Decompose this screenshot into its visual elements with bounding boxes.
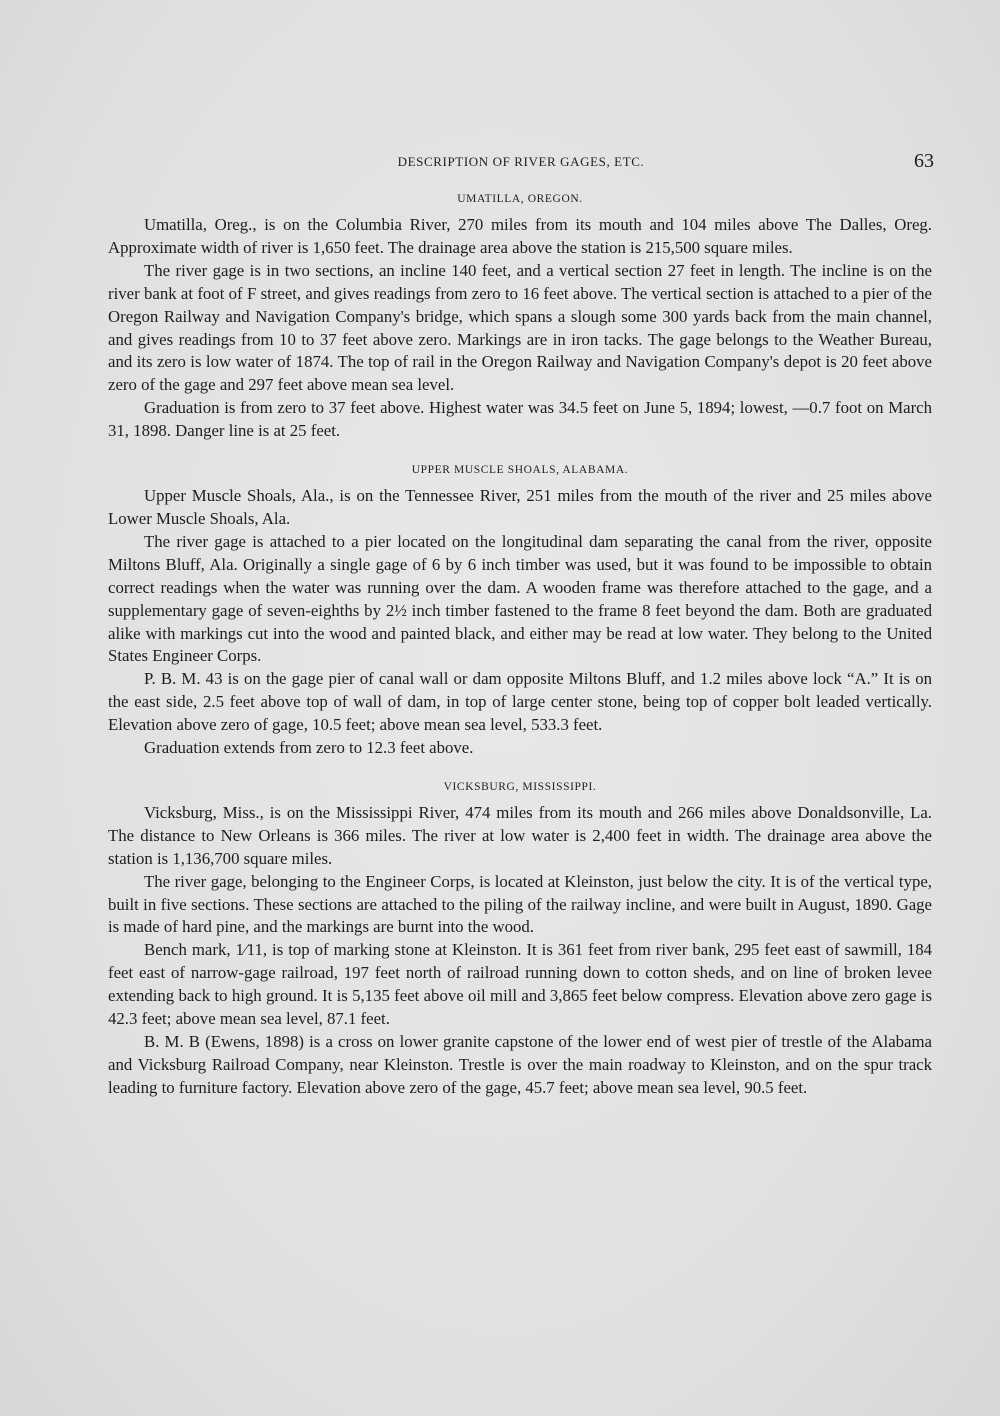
paragraph: Upper Muscle Shoals, Ala., is on the Tennessee River, 251 miles from the mouth of the river and 25 miles above Lower Muscle Shoals, Ala. [108, 486, 932, 528]
section-title-vicksburg: VICKSBURG, MISSISSIPPI. [443, 780, 597, 793]
section-title-umatilla: UMATILLA, OREGON. [457, 193, 583, 205]
paragraph: The river gage is in two sections, an incline 140 feet, and a vertical section 27 feet in length. The incline is on the river bank at foot of F street, and gives readings from zero to 16 feet above. The vertical section is attached to a pier of the Oregon Railway and Navigation Company's bridge, which spans a slough some 300 yards back from the main channel, and gives readings from 10 to 37 feet above zero. Markings are in iron tacks. The gage belongs to the Weather Bureau, and its zero is low water of 1874. The top of rail in the Oregon Railway and Navigation Company's depot is 20 feet above zero of the gage and 297 feet above mean sea level. [108, 260, 932, 395]
paragraph: B. M. B (Ewens, 1898) is a cross on lower granite capstone of the lower end of west pier of trestle of the Alabama and Vicksburg Railroad Company, near Kleinston. Trestle is over the main roadway to Kleinston, and on the spur track leading to furniture factory. Elevation above zero of the gage, 45.7 feet; above mean sea level, 90.5 feet. [108, 1032, 932, 1097]
paragraph: Graduation extends from zero to 12.3 feet above. [144, 738, 474, 758]
paragraph: The river gage, belonging to the Engineer Corps, is located at Kleinston, just below the city. It is of the vertical type, built in five sections. These sections are attached to the piling of the railway incline, and were built in August, 1890. Gage is made of hard pine, and the markings are burnt into the wood. [108, 871, 932, 937]
running-title: DESCRIPTION OF RIVER GAGES, ETC. [397, 154, 645, 169]
page-body [108, 188, 932, 1100]
section-title-upper-muscle-shoals: UPPER MUSCLE SHOALS, ALABAMA. [411, 464, 629, 477]
paragraph: Graduation is from zero to 37 feet above. Highest water was 34.5 feet on June 5, 1894; lowest, —0.7 foot on March 31, 1898. Danger line is at 25 feet. [108, 398, 932, 441]
paragraph: The river gage is attached to a pier located on the longitudinal dam separating the canal from the river, opposite Miltons Bluff, Ala. Originally a single gage of 6 by 6 inch timber was used, but it was found to be impossible to obtain correct readings when the water was running over the dam. A wooden frame was therefore attached to the gage, and a supplementary gage of seven-eighths by 2½ inch timber fastened to the frame 8 feet beyond the dam. Both are graduated alike with markings cut into the wood and painted black, and either may be read at low water. They belong to the United States Engineer Corps. [108, 531, 932, 666]
page-number: 63 [914, 150, 934, 172]
paragraph: Vicksburg, Miss., is on the Mississippi River, 474 miles from its mouth and 266 miles above Donaldsonville, La. The distance to New Orleans is 366 miles. The river at low water is 2,400 feet in width. The drainage area above the station is 1,136,700 square miles. [108, 802, 932, 868]
paragraph: P. B. M. 43 is on the gage pier of canal wall or dam opposite Miltons Bluff, and 1.2 miles above lock “A.” It is on the east side, 2.5 feet above top of wall of dam, in top of large center stone, being top of copper bolt leaded vertically. Elevation above zero of gage, 10.5 feet; above mean sea level, 533.3 feet. [108, 669, 932, 735]
paragraph: Bench mark, 1⁄11, is top of marking stone at Kleinston. It is 361 feet from river bank, 295 feet east of sawmill, 184 feet east of narrow-gage railroad, 197 feet north of railroad running down to cotton sheds, and on line of broken levee extending back to high ground. It is 5,135 feet above oil mill and 3,865 feet below compress. Elevation above zero gage is 42.3 feet; above mean sea level, 87.1 feet. [108, 940, 932, 1029]
paragraph: Umatilla, Oreg., is on the Columbia River, 270 miles from its mouth and 104 miles above The Dalles, Oreg. Approximate width of river is 1,650 feet. The drainage area above the station is 215,500 square miles. [108, 215, 932, 257]
running-header [108, 150, 934, 174]
